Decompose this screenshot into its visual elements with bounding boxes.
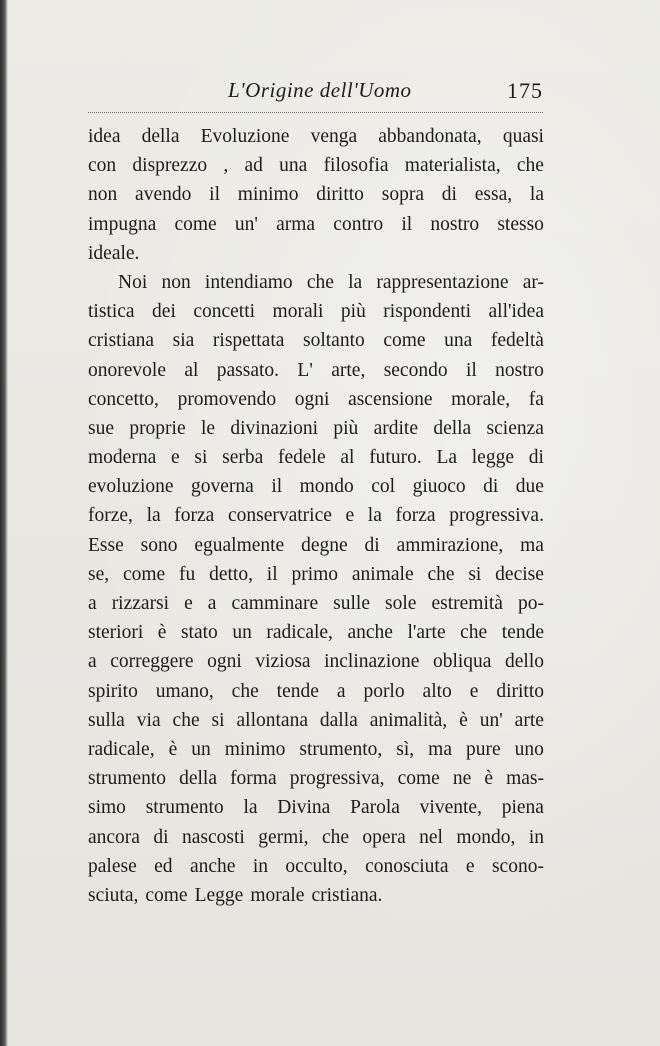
word: nascosti <box>181 826 245 848</box>
word: e <box>170 447 180 469</box>
word: l'arte <box>407 622 446 644</box>
word: soltanto <box>302 330 365 352</box>
word: Esse <box>88 534 124 556</box>
word: è <box>157 622 167 644</box>
word: contro <box>333 213 384 235</box>
word: porlo <box>363 680 405 702</box>
word: strumento, <box>299 738 383 760</box>
word: una <box>444 330 473 352</box>
word: ad <box>244 155 263 177</box>
word: via <box>136 709 161 731</box>
word: uno <box>514 738 544 760</box>
text-line <box>88 852 544 881</box>
word: minimo <box>237 184 299 206</box>
word: proprie <box>129 417 186 439</box>
text-line <box>88 677 544 706</box>
word: forza <box>174 505 215 527</box>
word: morali <box>272 301 324 323</box>
word: una <box>279 155 308 177</box>
word: che <box>427 563 455 585</box>
word: umano, <box>155 680 214 702</box>
word: che <box>460 622 488 644</box>
word: di <box>528 447 544 469</box>
word: cristiana <box>88 330 155 352</box>
word: come <box>145 884 188 906</box>
word: ma <box>520 534 544 556</box>
word: la <box>146 505 161 527</box>
word: primo <box>291 563 339 585</box>
word: non <box>161 271 191 293</box>
word: non <box>88 184 118 206</box>
word: fedeltà <box>490 330 544 352</box>
word: animale <box>351 563 414 585</box>
word: ma <box>428 738 452 760</box>
word: nostro <box>495 359 544 381</box>
word: il <box>266 563 278 585</box>
word: mas- <box>506 768 544 790</box>
word: passato. <box>216 359 280 381</box>
word: in <box>528 826 544 848</box>
word: è <box>484 768 494 790</box>
body-text <box>88 122 544 910</box>
text-line <box>88 560 544 589</box>
word: tende <box>501 622 544 644</box>
word: serba <box>222 447 264 469</box>
text-line <box>88 356 544 385</box>
word: correggere <box>110 651 194 673</box>
word: ogni <box>294 388 330 410</box>
word: pure <box>466 738 501 760</box>
text-line <box>88 823 544 852</box>
word: simo <box>88 797 126 819</box>
word: di <box>364 534 380 556</box>
word: all'idea <box>488 301 544 323</box>
word: camminare <box>231 593 319 614</box>
word: progressiva, <box>289 768 385 790</box>
word: scono- <box>491 855 544 877</box>
word: forza <box>395 505 436 527</box>
word: promovendo <box>177 388 277 410</box>
word: vivente, <box>419 797 482 819</box>
word: al <box>340 447 355 469</box>
text-line <box>88 501 544 530</box>
word: in <box>252 855 268 877</box>
word: dalla <box>319 709 358 731</box>
word: la <box>367 505 382 527</box>
word: come <box>383 330 426 352</box>
word: occulto, <box>285 855 348 877</box>
word: venga <box>310 126 358 147</box>
word: mondo, <box>456 826 516 848</box>
text-line <box>88 297 544 326</box>
word: materialista, <box>404 155 501 177</box>
word: a <box>88 651 97 673</box>
word: sole <box>385 593 417 614</box>
word: radicale, <box>266 622 333 644</box>
text-line <box>88 414 544 443</box>
word: un <box>191 738 211 760</box>
word: obliqua <box>432 651 492 673</box>
word: intendiamo <box>204 271 293 293</box>
word: come <box>174 213 217 235</box>
word: La <box>436 447 458 469</box>
text-line <box>88 531 544 560</box>
word: nel <box>419 826 443 848</box>
word: inclinazione <box>324 651 420 673</box>
word: moderna <box>88 447 157 469</box>
book-spine-shadow <box>0 0 8 1046</box>
text-line <box>88 764 544 793</box>
word: come <box>397 768 440 790</box>
word: sia <box>172 330 195 352</box>
word: a <box>336 680 346 702</box>
word: il <box>271 476 283 498</box>
text-line <box>88 472 544 501</box>
word: ed <box>154 855 173 877</box>
word: sì, <box>396 738 415 760</box>
word: arma <box>276 213 316 235</box>
word: idea <box>88 126 121 147</box>
word: divinazioni <box>230 417 319 439</box>
word: fu <box>179 563 196 585</box>
page-header <box>88 74 543 108</box>
word: estremità <box>431 593 503 614</box>
word: della <box>179 768 217 790</box>
word: con <box>88 155 117 177</box>
word: come <box>122 563 166 585</box>
word: forma <box>230 768 277 790</box>
word: piena <box>501 797 544 819</box>
word: detto, <box>209 563 253 585</box>
word: fedele <box>278 447 326 469</box>
word: della <box>141 126 180 147</box>
word: egualmente <box>194 534 285 556</box>
text-line <box>88 268 544 297</box>
word: disprezzo <box>132 155 208 177</box>
word: concetti <box>193 301 256 323</box>
word: la <box>348 271 363 293</box>
word: viziosa <box>255 651 311 673</box>
word: conservatrice <box>227 505 332 527</box>
word: è <box>459 709 468 731</box>
word: stato <box>180 622 218 644</box>
word: a <box>207 593 217 614</box>
word: morale <box>250 884 305 906</box>
word: ascensione <box>348 388 433 410</box>
word: cristiana. <box>311 884 383 906</box>
word: animalità, <box>369 709 448 731</box>
word: più <box>333 417 359 439</box>
header-dotted-rule <box>88 112 543 113</box>
word: Parola <box>350 797 400 819</box>
word: stesso <box>497 213 544 235</box>
word: a <box>88 593 97 614</box>
word: dello <box>505 651 544 673</box>
word: mondo <box>299 476 354 498</box>
word: strumento <box>88 768 166 790</box>
word: abbandonata, <box>378 126 482 147</box>
word: scienza <box>486 417 544 439</box>
text-line <box>88 618 544 647</box>
text-line <box>88 180 544 209</box>
word: steriori <box>88 622 144 644</box>
word: e <box>469 680 479 702</box>
word: un' <box>479 709 503 731</box>
word: sulla <box>88 709 125 731</box>
text-line <box>88 239 544 268</box>
word: legge <box>471 447 514 469</box>
word: di <box>483 476 499 498</box>
word: germi, <box>258 826 309 848</box>
word: concetto, <box>88 388 159 410</box>
word: un' <box>234 213 258 235</box>
text-line <box>88 735 544 764</box>
word: si <box>211 709 225 731</box>
text-line <box>88 793 544 822</box>
word: arte, <box>331 359 366 381</box>
word: e <box>465 855 475 877</box>
word: nostro <box>430 213 480 235</box>
word: sulle <box>333 593 370 614</box>
text-line <box>88 385 544 414</box>
word: il <box>465 359 477 381</box>
page-number: 175 <box>507 78 543 103</box>
word: morale, <box>451 388 511 410</box>
word: sono <box>140 534 178 556</box>
word: ancora <box>88 826 140 848</box>
word: col <box>371 476 396 498</box>
word: evoluzione <box>88 476 174 498</box>
word: rappresentazione <box>376 271 509 293</box>
word: sciuta, <box>88 884 139 906</box>
word: governa <box>191 476 254 498</box>
word: tende <box>276 680 319 702</box>
word: essa, <box>474 184 513 206</box>
word: po- <box>517 593 544 614</box>
word: onorevole <box>88 359 166 381</box>
word: anche <box>189 855 236 877</box>
word: degne <box>301 534 348 556</box>
word: che <box>231 680 259 702</box>
word: si <box>468 563 482 585</box>
word: , <box>223 155 229 177</box>
word: decise <box>495 563 544 585</box>
word: ne <box>452 768 472 790</box>
word: che <box>306 271 334 293</box>
word: ardite <box>373 417 418 439</box>
word: L' <box>297 359 313 381</box>
text-line <box>88 122 544 151</box>
word: di <box>153 826 169 848</box>
word: dei <box>152 301 176 323</box>
text-line <box>88 443 544 472</box>
word: filosofia <box>323 155 389 177</box>
word: conosciuta <box>365 855 449 877</box>
word: ar- <box>522 271 544 293</box>
word: sopra <box>381 184 424 206</box>
word: futuro. <box>369 447 422 469</box>
word: diritto <box>496 680 544 702</box>
word: il <box>209 184 220 206</box>
word: due <box>515 476 544 498</box>
text-line <box>88 647 544 676</box>
word: Evoluzione <box>200 126 290 147</box>
word: della <box>433 417 472 439</box>
word: di <box>441 184 457 206</box>
word: tistica <box>88 301 135 323</box>
word: arte <box>514 709 544 731</box>
word: le <box>200 417 216 439</box>
word: è <box>168 738 178 760</box>
word: anche <box>347 622 393 644</box>
word: impugna <box>88 213 157 235</box>
running-title: L'Origine dell'Uomo <box>228 78 412 102</box>
text-line <box>88 151 544 180</box>
word: Legge <box>194 884 244 906</box>
word: ogni <box>207 651 242 673</box>
word: forze, <box>88 505 133 527</box>
word: che <box>172 709 200 731</box>
text-line <box>88 589 544 618</box>
word: progressiva. <box>449 505 544 527</box>
word: avendo <box>135 184 192 206</box>
word: Noi <box>118 271 148 293</box>
word: un <box>232 622 252 644</box>
word: secondo <box>383 359 448 381</box>
text-line <box>88 706 544 735</box>
word: e <box>184 593 193 614</box>
word: si <box>194 447 208 469</box>
word: la <box>529 184 544 206</box>
word: fa <box>528 388 544 410</box>
word: giuoco <box>412 476 466 498</box>
word: strumento <box>145 797 224 819</box>
word: ideale. <box>88 242 140 264</box>
word: rispettata <box>212 330 285 352</box>
word: alto <box>422 680 452 702</box>
word: minimo <box>224 738 286 760</box>
word: diritto <box>316 184 364 206</box>
word: allontana <box>236 709 308 731</box>
word: al <box>184 359 199 381</box>
word: quasi <box>502 126 544 147</box>
word: e <box>345 505 355 527</box>
word: rizzarsi <box>111 593 170 614</box>
word: rispondenti <box>383 301 472 323</box>
word: spirito <box>88 680 138 702</box>
word: opera <box>362 826 406 848</box>
word: più <box>340 301 366 323</box>
word: se, <box>88 563 110 585</box>
word: radicale, <box>88 738 155 760</box>
text-line <box>88 210 544 239</box>
word: palese <box>88 855 137 877</box>
word: ammirazione, <box>396 534 504 556</box>
word: Divina <box>277 797 331 819</box>
word: il <box>401 213 413 235</box>
text-line <box>88 326 544 355</box>
word: che <box>321 826 350 848</box>
word: la <box>243 797 258 819</box>
text-line <box>88 881 544 910</box>
word: sue <box>88 417 114 439</box>
word: che <box>516 155 544 177</box>
